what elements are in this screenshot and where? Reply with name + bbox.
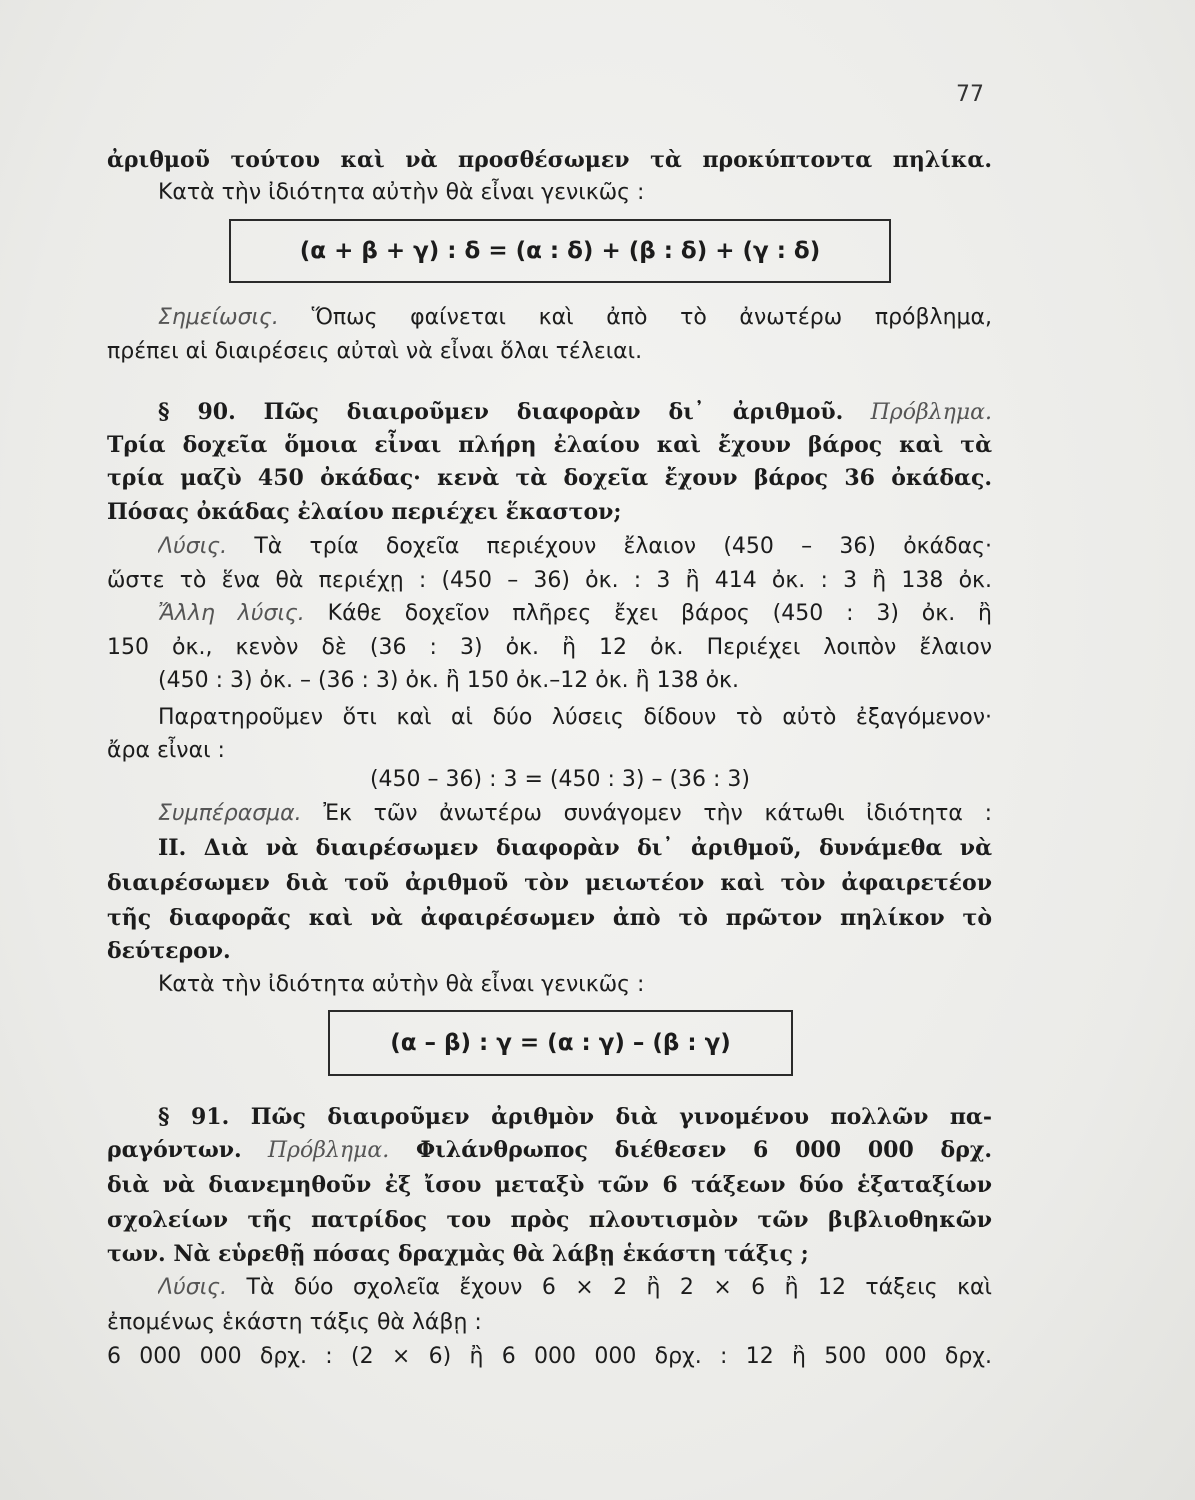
text-line: διὰ νὰ διανεμηθοῦν ἐξ ἴσου μεταξὺ τῶν 6 τάξεων δύο ἑξαταξίων	[107, 1172, 992, 1198]
text-span: ραγόντων.	[107, 1137, 242, 1163]
text-span: Ὅπως φαίνεται καὶ ἀπὸ τὸ ἀνωτέρω πρόβλημα,	[278, 305, 992, 330]
formula-box-1: (α + β + γ) : δ = (α : δ) + (β : δ) + (γ : δ)	[229, 219, 891, 283]
text-line: 6 000 000 δρχ. : (2 × 6) ἢ 6 000 000 δρχ. : 12 ἢ 500 000 δρχ.	[107, 1344, 992, 1369]
label-problem: Πρόβλημα.	[241, 1138, 390, 1163]
section-title: § 90. Πῶς διαιροῦμεν διαφορὰν δι᾽ ἀριθμοῦ.	[158, 399, 844, 425]
text-line: των. Νὰ εὑρεθῇ πόσας δραχμὰς θὰ λάβῃ ἑκάστη τάξις ;	[107, 1241, 809, 1267]
section-heading	[158, 395, 992, 430]
text-line: Κατὰ τὴν ἰδιότητα αὐτὴν θὰ εἶναι γενικῶς :	[158, 180, 645, 205]
text-line: πρέπει αἱ διαιρέσεις αὐταὶ νὰ εἶναι ὅλαι τέλειαι.	[107, 339, 643, 364]
rule-line: δεύτερον.	[107, 938, 231, 964]
text-line: ὥστε τὸ ἕνα θὰ περιέχῃ : (450 – 36) ὀκ. : 3 ἢ 414 ὀκ. : 3 ἢ 138 ὀκ.	[107, 568, 992, 593]
text-line: Κατὰ τὴν ἰδιότητα αὐτὴν θὰ εἶναι γενικῶς :	[158, 972, 645, 997]
rule-line: ΙΙ. Διὰ νὰ διαιρέσωμεν διαφορὰν δι᾽ ἀριθμοῦ, δυνάμεθα νὰ	[158, 835, 992, 861]
label-other-solution: Ἄλλη λύσις.	[158, 601, 305, 626]
text-line: ἄρα εἶναι :	[107, 738, 225, 763]
text-span: Κάθε δοχεῖον πλῆρες ἔχει βάρος (450 : 3) ὀκ. ἢ	[304, 601, 992, 626]
text-line	[158, 301, 992, 335]
text-line: ἀριθμοῦ τούτου καὶ νὰ προσθέσωμεν τὰ προκύπτοντα πηλίκα.	[107, 147, 992, 173]
text-line: 150 ὀκ., κενὸν δὲ (36 : 3) ὀκ. ἢ 12 ὀκ. Περιέχει λοιπὸν ἔλαιον	[107, 635, 992, 660]
formula-box-2: (α – β) : γ = (α : γ) – (β : γ)	[328, 1010, 793, 1076]
rule-line: διαιρέσωμεν διὰ τοῦ ἀριθμοῦ τὸν μειωτέον καὶ τὸν ἀφαιρετέον	[107, 870, 992, 896]
text-line: Πόσας ὀκάδας ἐλαίου περιέχει ἕκαστον;	[107, 499, 622, 525]
label-solution: Λύσις.	[158, 1275, 228, 1300]
section-heading: § 91. Πῶς διαιροῦμεν ἀριθμὸν διὰ γινομένου πολλῶν πα-	[158, 1104, 992, 1130]
equation-line: (450 – 36) : 3 = (450 : 3) – (36 : 3)	[369, 767, 751, 792]
text-line	[158, 1271, 992, 1305]
text-span: Τὰ τρία δοχεῖα περιέχουν ἔλαιον (450 – 36) ὀκάδας·	[227, 534, 992, 559]
label-problem: Πρόβλημα.	[843, 400, 992, 425]
text-line: Παρατηροῦμεν ὅτι καὶ αἱ δύο λύσεις δίδουν τὸ αὐτὸ ἐξαγόμενον·	[158, 705, 992, 730]
text-line: σχολείων τῆς πατρίδος του πρὸς πλουτισμὸν τῶν βιβλιοθηκῶν	[107, 1207, 992, 1233]
text-line	[107, 1133, 992, 1168]
text-line: (450 : 3) ὀκ. – (36 : 3) ὀκ. ἢ 150 ὀκ.–12 ὀκ. ἢ 138 ὀκ.	[158, 668, 739, 693]
page-number: 77	[956, 82, 984, 107]
text-line: τρία μαζὺ 450 ὀκάδας· κενὰ τὰ δοχεῖα ἔχουν βάρος 36 ὀκάδας.	[107, 465, 992, 491]
text-line: ἐπομένως ἑκάστη τάξις θὰ λάβῃ :	[107, 1310, 482, 1335]
label-conclusion: Συμπέρασμα.	[158, 801, 302, 826]
label-solution: Λύσις.	[158, 534, 228, 559]
text-span: Φιλάνθρωπος διέθεσεν 6 000 000 δρχ.	[389, 1137, 992, 1163]
rule-line: τῆς διαφορᾶς καὶ νὰ ἀφαιρέσωμεν ἀπὸ τὸ πρῶτον πηλίκον τὸ	[107, 905, 992, 931]
text-line	[158, 797, 992, 831]
text-span: Ἐκ τῶν ἀνωτέρω συνάγομεν τὴν κάτωθι ἰδιότητα :	[301, 801, 992, 826]
label-note: Σημείωσις.	[158, 305, 279, 330]
text-span: Τὰ δύο σχολεῖα ἔχουν 6 × 2 ἢ 2 × 6 ἢ 12 τάξεις καὶ	[227, 1275, 992, 1300]
text-line	[158, 530, 992, 564]
text-line	[158, 597, 992, 631]
text-line: Τρία δοχεῖα ὅμοια εἶναι πλήρη ἐλαίου καὶ ἔχουν βάρος καὶ τὰ	[107, 432, 992, 458]
